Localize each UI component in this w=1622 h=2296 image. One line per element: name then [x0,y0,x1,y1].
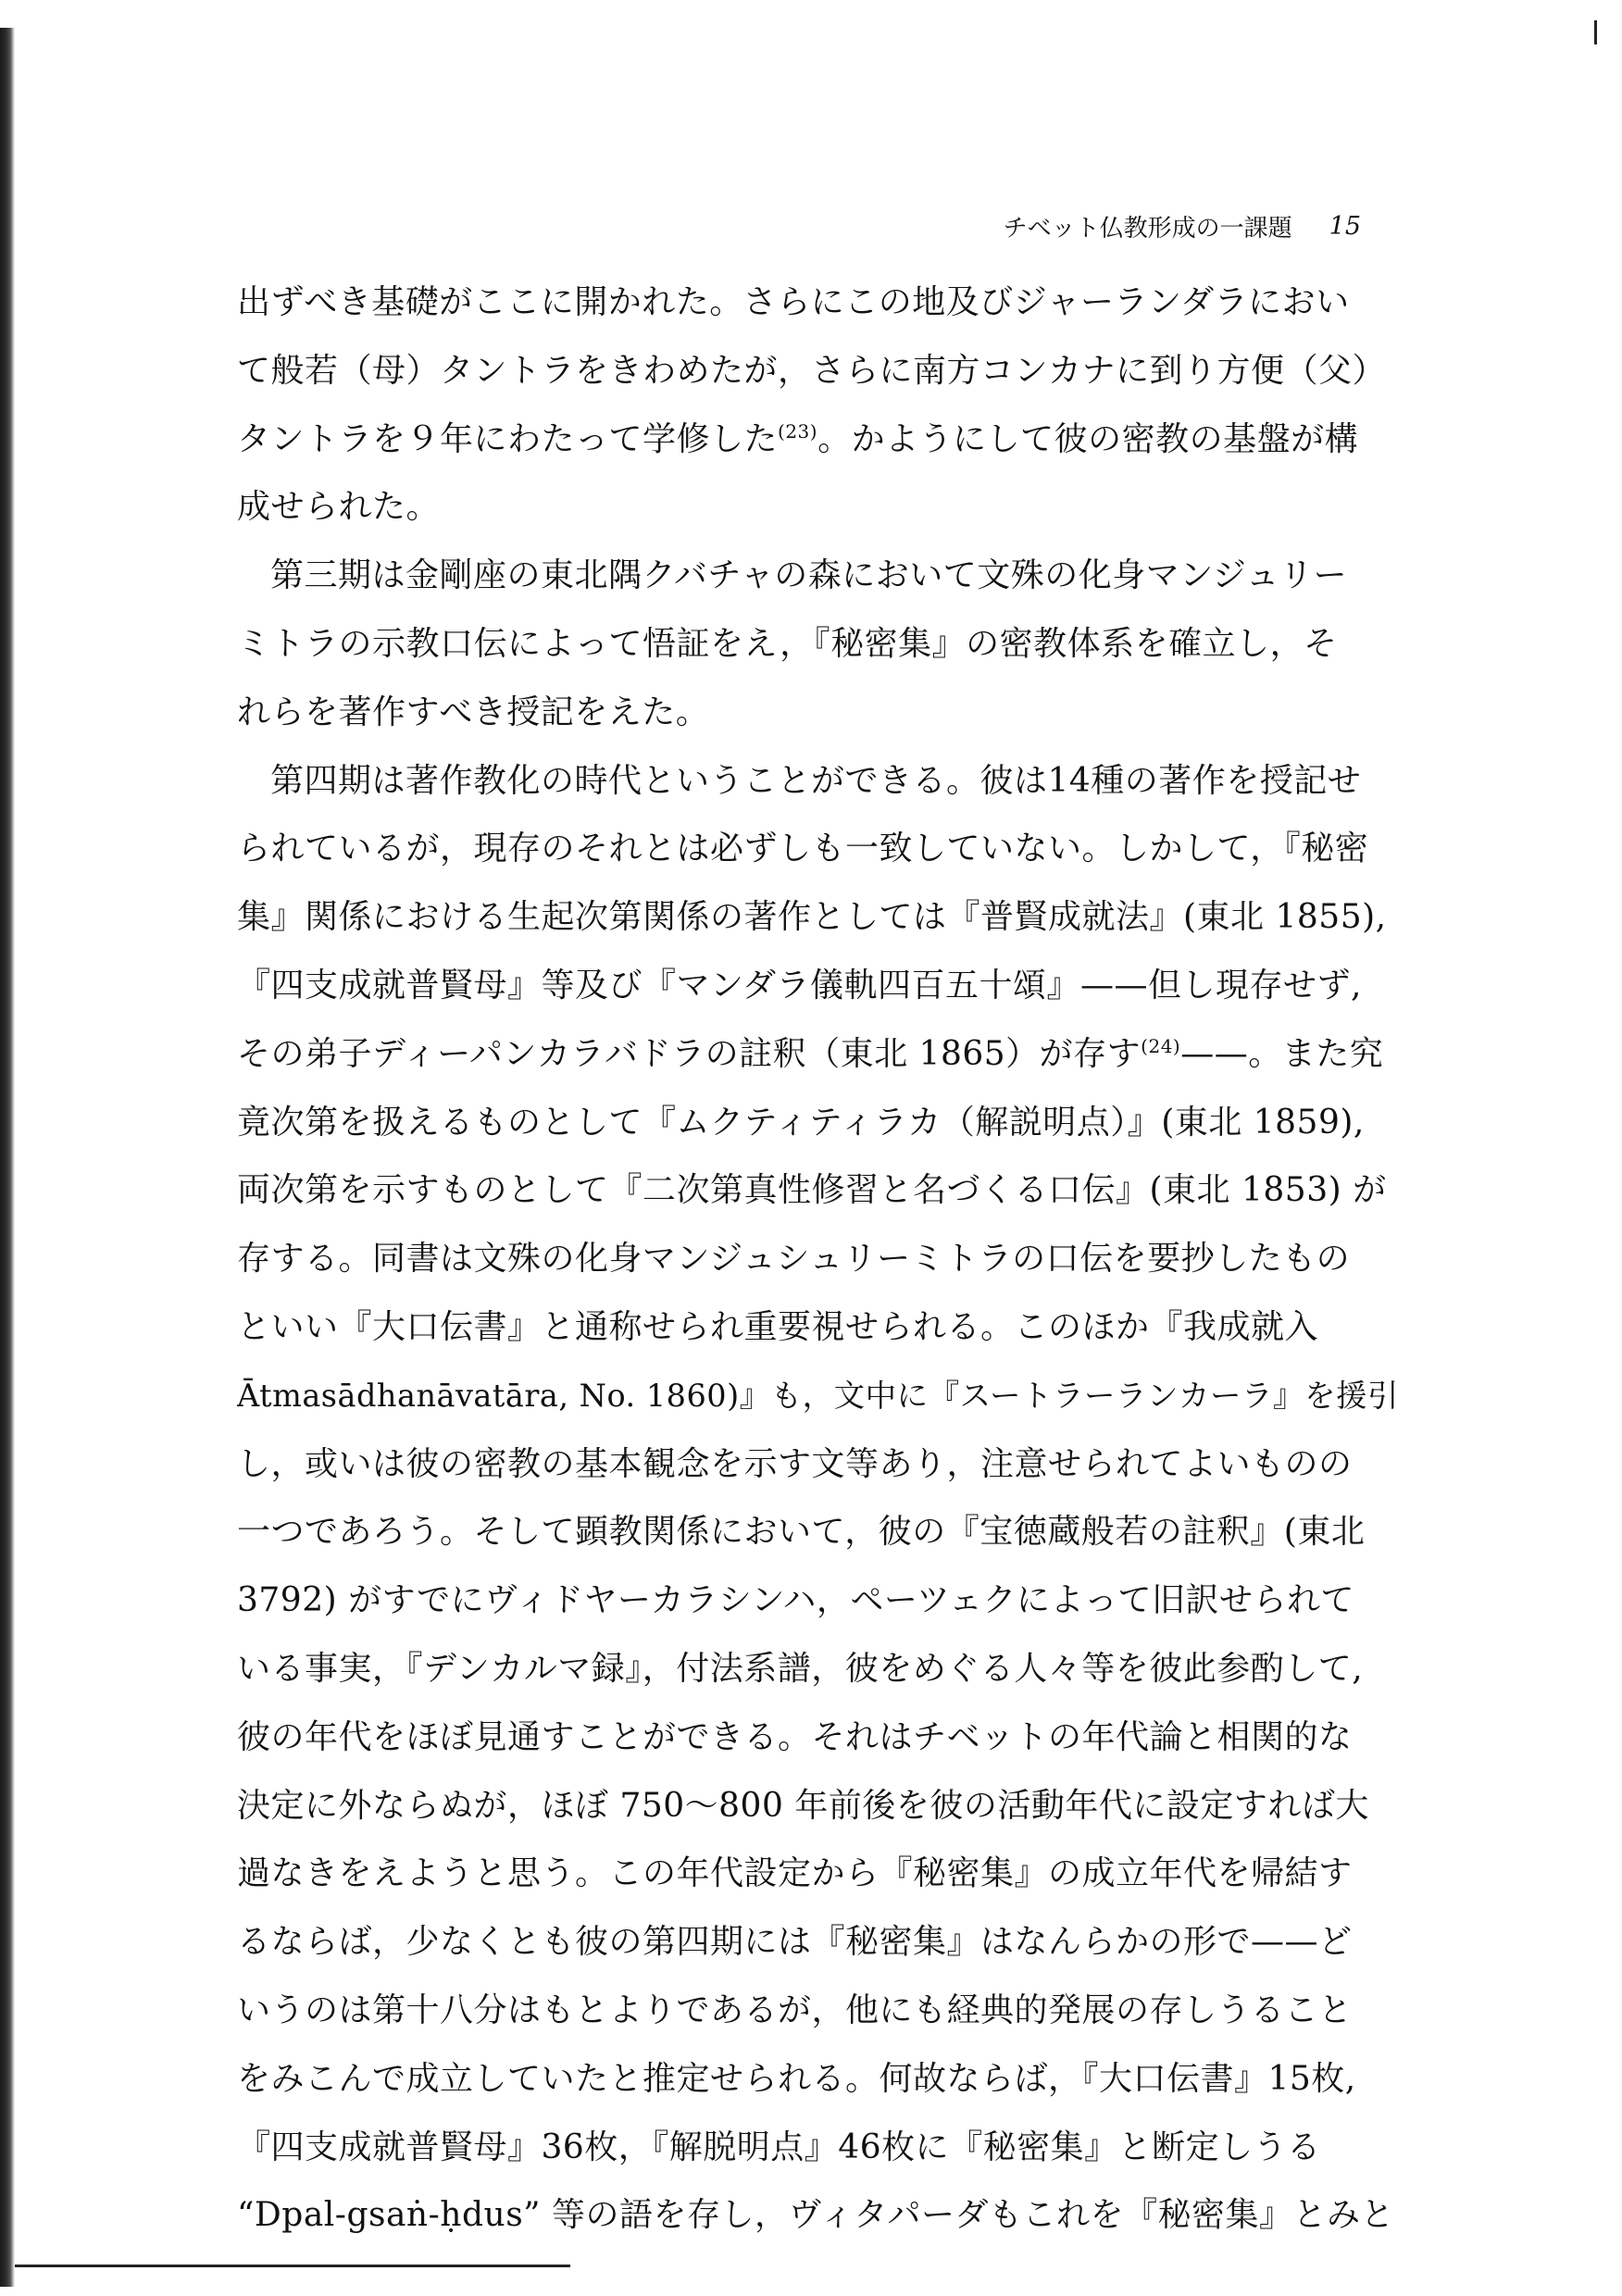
text-line-content: をみこんで成立していたと推定せられる。何故ならば，『大口伝書』15枚, [237,2059,1356,2098]
text-line-content: Ātmasādhanāvatāra, No. 1860)』も，文中に『スートラーランカーラ』を援引 [237,1377,1399,1414]
footnote-reference: (24) [1141,1034,1181,1057]
text-line [237,747,1404,816]
text-line-content: て般若（母）タントラをきわめたが，さらに南方コンカナに到り方便（父） [237,351,1387,390]
text-line-content: 決定に外ならぬが，ほぼ 750〜800 年前後を彼の活動年代に設定すれば大 [237,1786,1369,1825]
text-line-content: 『四支成就普賢母』36枚，『解脱明点』46枚に『秘密集』と断定しうる [237,2128,1321,2166]
scan-corner-mark [1594,20,1597,44]
text-line-content: ミトラの示教口伝によって悟証をえ，『秘密集』の密教体系を確立し，そ [237,624,1338,663]
running-header-title: チベット仏教形成の一課題 [1003,214,1292,243]
text-line-content: 『四支成就普賢母』等及び『マンダラ儀軌四百五十頌』——但し現存せず, [237,966,1363,1004]
running-header [963,207,1361,244]
text-line [237,337,1404,406]
text-line-content: 竟次第を扱えるものとして『ムクティティラカ（解説明点）』(東北 1859), [237,1103,1365,1142]
text-line [237,1566,1404,1635]
text-line-content: 3792) がすでにヴィドヤーカラシンハ，ペーツェクによって旧訳せられて [237,1581,1355,1620]
text-line [237,2114,1404,2182]
text-line [237,2045,1404,2114]
body-text [237,268,1404,2250]
text-line [237,1293,1404,1362]
bottom-rule [15,2265,570,2267]
text-line-continuation: 。かようにして彼の密教の基盤が構 [817,419,1359,458]
text-line [237,1635,1404,1703]
text-line [237,1430,1404,1499]
text-line [237,679,1404,747]
text-line [237,1156,1404,1225]
text-line-content: “Dpal-gsaṅ-ḥdus” 等の語を存し，ヴィタパーダもこれを『秘密集』とみと [237,2196,1395,2235]
text-line [237,610,1404,679]
text-line-content: るならば，少なくとも彼の第四期には『秘密集』はなんらかの形で——ど [237,1923,1353,1962]
text-line-content: タントラを９年にわたって学修した [237,419,779,458]
text-line [237,1772,1404,1841]
page-number: 15 [1329,211,1361,241]
text-line-content: 一つであろう。そして顕教関係において，彼の『宝徳蔵般若の註釈』(東北 [237,1513,1366,1552]
text-line-content: といい『大口伝書』と通称せられ重要視せられる。このほか『我成就入 [237,1307,1319,1346]
text-line [237,473,1404,542]
text-line [237,406,1404,474]
text-line [237,2181,1404,2250]
text-line-content: られているが，現存のそれとは必ずしも一致していない。しかして，『秘密 [237,830,1369,868]
text-line-content: いうのは第十八分はもとよりであるが，他にも経典的発展の存しうること [237,1990,1353,2029]
text-line [237,268,1404,337]
text-line [237,1703,1404,1772]
text-line-content: 存する。同書は文殊の化身マンジュシュリーミトラの口伝を要抄したもの [237,1240,1351,1279]
text-line [237,1977,1404,2045]
text-line-content: 成せられた。 [237,488,441,527]
text-line-continuation: ——。また究 [1180,1034,1384,1073]
footnote-reference: (23) [778,419,818,443]
scan-binding-edge [0,28,15,2287]
text-line [237,1498,1404,1566]
text-line-content: 両次第を示すものとして『二次第真性修習と名づくる口伝』(東北 1853) が [237,1171,1387,1210]
text-line [237,1908,1404,1977]
text-line [237,952,1404,1020]
text-line-content: 第三期は金剛座の東北隅クバチャの森において文殊の化身マンジュリー [270,556,1348,595]
text-line-content: その弟子ディーパンカラバドラの註釈（東北 1865）が存す [237,1034,1142,1073]
text-line-content: れらを著作すべき授記をえた。 [237,693,710,731]
text-line-content: 第四期は著作教化の時代ということができる。彼は14種の著作を授記せ [270,761,1362,800]
text-line [237,1020,1404,1089]
text-line [237,542,1404,610]
text-line [237,1840,1404,1908]
text-line-content: 出ずべき基礎がここに開かれた。さらにこの地及びジャーランダラにおい [237,283,1350,321]
text-line [237,883,1404,952]
text-line [237,815,1404,883]
text-line-content: 集』関係における生起次第関係の著作としては『普賢成就法』(東北 1855), [237,898,1387,937]
text-line-content: 彼の年代をほぼ見通すことができる。それはチベットの年代論と相関的な [237,1717,1353,1756]
text-line [237,1089,1404,1157]
text-line-content: いる事実，『デンカルマ録』，付法系譜，彼をめぐる人々等を彼此参酌して, [237,1649,1364,1688]
text-line-content: 過なきをえようと思う。この年代設定から『秘密集』の成立年代を帰結す [237,1854,1353,1893]
text-line [237,1362,1404,1430]
text-line-content: し，或いは彼の密教の基本観念を示す文等あり，注意せられてよいものの [237,1444,1353,1483]
text-line [237,1225,1404,1293]
